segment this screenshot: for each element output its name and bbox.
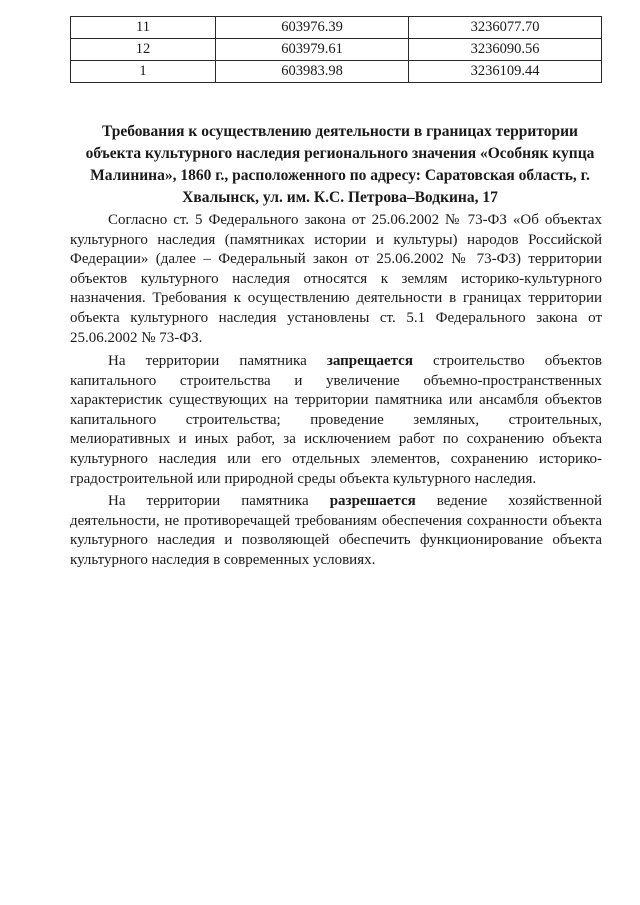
coordinates-table bbox=[70, 16, 602, 83]
paragraph-body: ведение хозяйственной деятельности, не противоречащей требованиям обеспечения сохранности объекта культурного наследия и позволяющей обеспечить функционирование объекта культурного наследия в современных условиях. bbox=[70, 493, 602, 568]
point-number-cell: 11 bbox=[71, 17, 216, 39]
y-coordinate-cell: 3236090.56 bbox=[409, 39, 602, 61]
table-row bbox=[71, 17, 602, 39]
paragraph-lead: На территории памятника bbox=[108, 353, 327, 369]
x-coordinate-cell: 603979.61 bbox=[216, 39, 409, 61]
prohibited-keyword: запрещается bbox=[326, 353, 413, 369]
paragraph-body: строительство объектов капитального строительства и увеличение объемно-пространственных характеристик существующих на территории памятника или ансамбля объектов капитального строительства; проведение земляных, строительных, мелиоративных и иных работ, за исключением работ по сохранению объекта культурного наследия или его отдельных элементов, сохранению историко-градостроительной или природной среды объекта культурного наследия. bbox=[70, 353, 602, 487]
paragraph-permitted bbox=[70, 492, 602, 570]
x-coordinate-cell: 603983.98 bbox=[216, 61, 409, 83]
y-coordinate-cell: 3236077.70 bbox=[409, 17, 602, 39]
section-title: Требования к осуществлению деятельности в границах территории объекта культурного наследия регионального значения «Особняк купца Малинина», 1860 г., расположенного по адресу: Саратовская область, г. Хвалынск, ул. им. К.С. Петрова–Водкина, 17 bbox=[85, 123, 595, 206]
point-number-cell: 12 bbox=[71, 39, 216, 61]
table-row bbox=[71, 39, 602, 61]
paragraph-legal-basis: Согласно ст. 5 Федерального закона от 25.06.2002 № 73-ФЗ «Об объектах культурного наследия (памятниках истории и культуры) народов Российской Федерации» (далее – Федеральный закон от 25.06.2002 № 73-ФЗ) территории объектов культурного наследия относятся к землям историко-культурного назначения. Требования к осуществлению деятельности в границах территории объекта культурного наследия установлены ст. 5.1 Федерального закона от 25.06.2002 № 73-ФЗ. bbox=[70, 212, 602, 346]
permitted-keyword: разрешается bbox=[329, 493, 416, 509]
paragraph-prohibited bbox=[70, 352, 602, 489]
point-number-cell: 1 bbox=[71, 61, 216, 83]
paragraph-lead: На территории памятника bbox=[108, 493, 330, 509]
table-row bbox=[71, 61, 602, 83]
y-coordinate-cell: 3236109.44 bbox=[409, 61, 602, 83]
x-coordinate-cell: 603976.39 bbox=[216, 17, 409, 39]
